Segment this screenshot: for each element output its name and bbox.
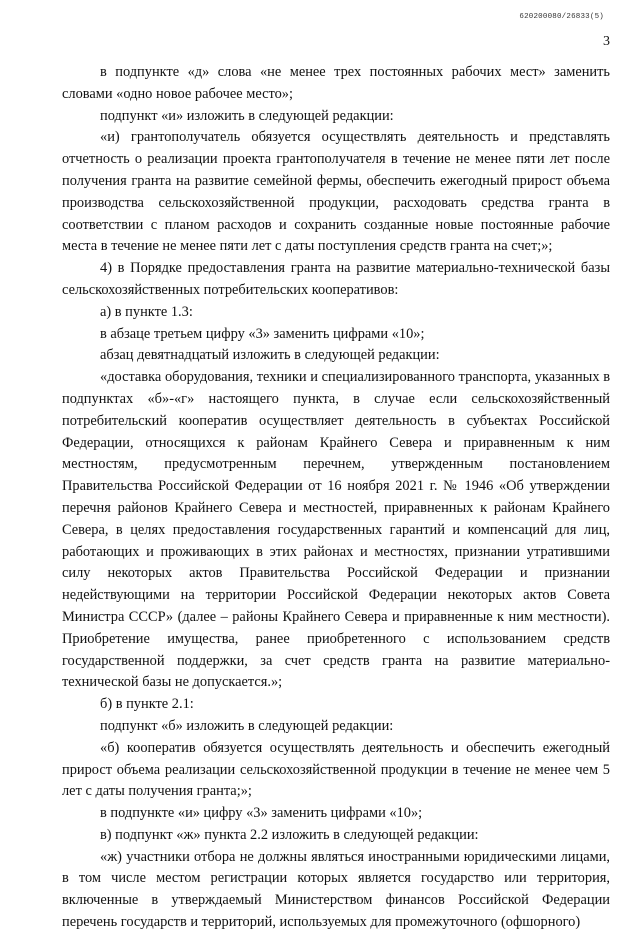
paragraph: «и) грантополучатель обязуется осуществлять деятельность и представлять отчетность о реализации проекта грантополучателя в течение не менее пяти лет после получения гранта на развитие семейной фермы, обеспечить ежегодный прирост объема производства сельскохозяйственной продукции, расходовать средства гранта в соответствии с планом расходов и сохранить созданные новые постоянные рабочие места в течение не менее пяти лет с даты поступления средств гранта на счет;»; bbox=[62, 129, 610, 255]
paragraph: подпункт «и» изложить в следующей редакции: bbox=[100, 107, 394, 124]
paragraph: в абзаце третьем цифру «3» заменить цифрами «10»; bbox=[100, 325, 425, 342]
document-code: 620200080/26833(5) bbox=[519, 13, 604, 21]
paragraph: «ж) участники отбора не должны являться иностранными юридическими лицами, в том числе местом регистрации которых является государство или территория, включенные в утверждаемый Министерством финансов Российской Федерации перечень государств и территорий, используемых для промежуточного (офшорного) bbox=[62, 848, 610, 931]
paragraph: б) в пункте 2.1: bbox=[100, 696, 194, 713]
paragraph: «б) кооператив обязуется осуществлять деятельность и обеспечить ежегодный прирост объема реализации сельскохозяйственной продукции в течение не менее чем 5 лет с даты получения гранта;»; bbox=[62, 739, 610, 800]
paragraph: 4) в Порядке предоставления гранта на развитие материально-технической базы сельскохозяйственных потребительских кооперативов: bbox=[62, 260, 610, 298]
paragraph: в подпункте «д» слова «не менее трех постоянных рабочих мест» заменить словами «одно новое рабочее место»; bbox=[62, 64, 610, 102]
paragraph: а) в пункте 1.3: bbox=[100, 303, 193, 320]
paragraph: подпункт «б» изложить в следующей редакции: bbox=[100, 717, 394, 734]
page-number: 3 bbox=[603, 34, 610, 49]
paragraph: в подпункте «и» цифру «3» заменить цифрами «10»; bbox=[100, 805, 423, 822]
document-body bbox=[62, 62, 610, 934]
paragraph: абзац девятнадцатый изложить в следующей редакции: bbox=[100, 347, 440, 364]
paragraph: в) подпункт «ж» пункта 2.2 изложить в следующей редакции: bbox=[100, 826, 479, 843]
paragraph: «доставка оборудования, техники и специализированного транспорта, указанных в подпунктах «б»-«г» настоящего пункта, в случае если сельскохозяйственный потребительский кооператив осуществляет деятельность в субъектах Российской Федерации, относящихся к районам Крайнего Севера и приравненным к ним местностям, предусмотренным перечнем, утвержденным постановлением Правительства Российской Федерации от 16 ноября 2021 г. № 1946 «Об утверждении перечня районов Крайнего Севера и местностей, приравненных к районам Крайнего Севера, в целях предоставления государственных гарантий и компенсаций для лиц, работающих и проживающих в этих районах и местностях, признании утратившими силу некоторых актов Правительства Российской Федерации и признании недействующими на территории Российской Федерации некоторых актов Совета Министра СССР» (далее – районы Крайнего Севера и приравненные к ним местности). Приобретение имущества, ранее приобретенного с использованием средств государственной поддержки, за счет средств гранта на развитие материально-технической базы не допускается.»; bbox=[62, 369, 610, 691]
